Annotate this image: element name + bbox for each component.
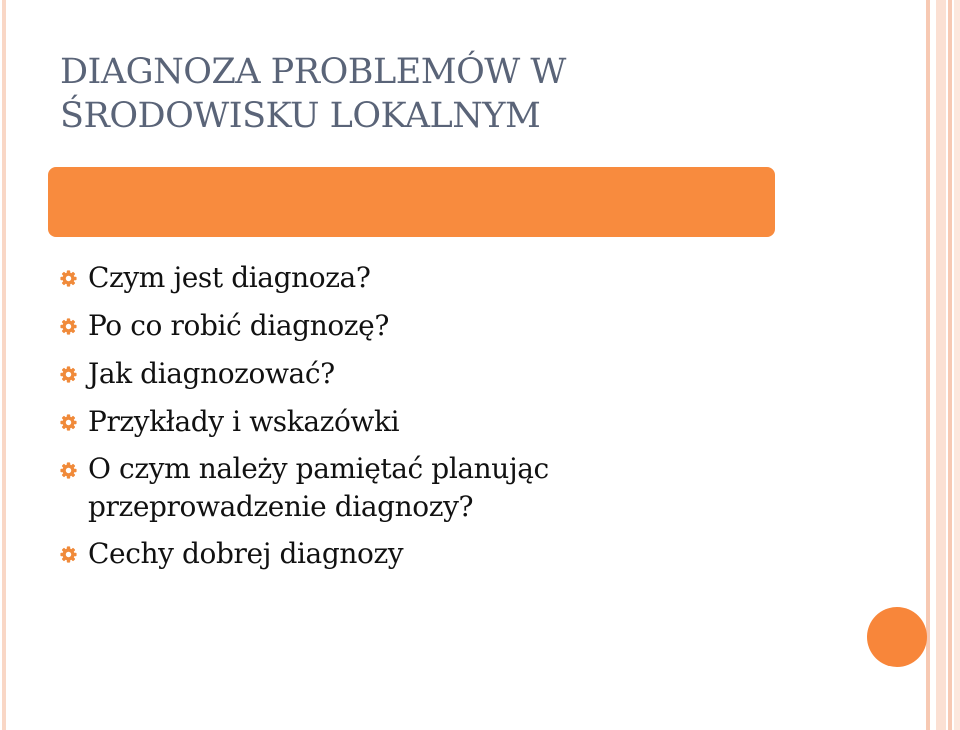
bullet-text: Jak diagnozować? bbox=[88, 357, 335, 390]
bullet-text: przeprowadzenie diagnozy? bbox=[88, 490, 474, 523]
bullet-item bbox=[60, 402, 549, 442]
bullet-list bbox=[60, 258, 549, 582]
bullet-item bbox=[60, 534, 549, 574]
accent-banner bbox=[48, 167, 775, 237]
bullet-text: Przykłady i wskazówki bbox=[88, 405, 400, 438]
right-decor-stripe bbox=[948, 0, 952, 730]
gear-bullet-icon bbox=[60, 546, 77, 563]
slide-title-line: DIAGNOZA PROBLEMÓW W bbox=[60, 52, 566, 92]
bullet-item bbox=[60, 258, 549, 298]
bullet-item bbox=[60, 306, 549, 346]
right-decor-stripe bbox=[954, 0, 960, 730]
slide-title bbox=[60, 50, 566, 138]
right-decor-stripe bbox=[926, 0, 930, 730]
gear-bullet-icon bbox=[60, 270, 77, 287]
bullet-text: Cechy dobrej diagnozy bbox=[88, 537, 404, 570]
bullet-text: O czym należy pamiętać planując bbox=[88, 452, 549, 485]
bullet-item bbox=[60, 450, 549, 526]
bullet-text: Po co robić diagnozę? bbox=[88, 309, 389, 342]
gear-bullet-icon bbox=[60, 318, 77, 335]
right-decor-stripe bbox=[936, 0, 946, 730]
gear-bullet-icon bbox=[60, 414, 77, 431]
slide-title-line: ŚRODOWISKU LOKALNYM bbox=[60, 96, 541, 136]
gear-bullet-icon bbox=[60, 366, 77, 383]
bullet-item bbox=[60, 354, 549, 394]
left-decor-stripe bbox=[2, 0, 6, 730]
gear-bullet-icon bbox=[60, 462, 77, 479]
corner-circle-decor bbox=[867, 607, 927, 667]
bullet-text: Czym jest diagnoza? bbox=[88, 261, 371, 294]
